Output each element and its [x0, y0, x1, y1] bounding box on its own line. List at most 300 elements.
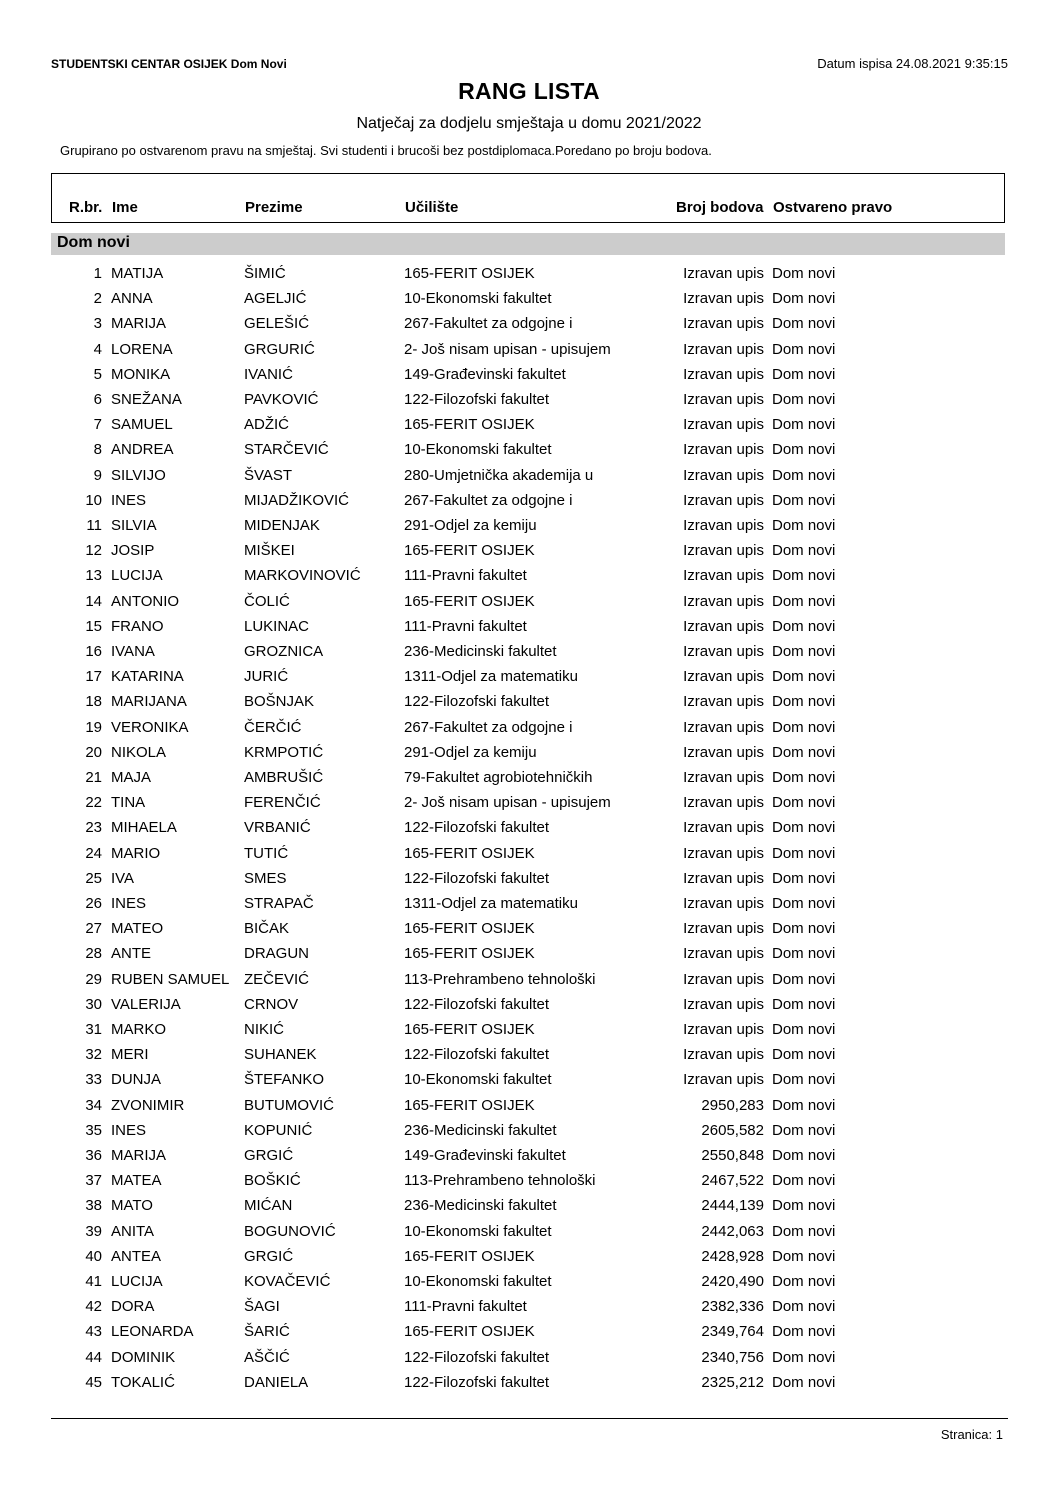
- table-row: [0, 943, 1058, 965]
- cell-last-name: ŠIMIĆ: [244, 265, 286, 282]
- cell-right: Dom novi: [772, 466, 836, 484]
- cell-institution: 267-Fakultet za odgojne i: [404, 315, 573, 333]
- cell-first-name: JOSIP: [111, 542, 155, 560]
- cell-right: Dom novi: [772, 693, 836, 711]
- cell-points: 2605,582: [701, 1121, 764, 1139]
- cell-last-name: ŠARIĆ: [244, 1323, 290, 1341]
- cell-last-name: BUTUMOVIĆ: [244, 1096, 334, 1114]
- cell-first-name: IVA: [111, 869, 135, 887]
- cell-row-number: 17: [85, 668, 102, 686]
- cell-points: 2467,522: [701, 1172, 764, 1190]
- cell-first-name: RUBEN SAMUEL: [111, 970, 230, 988]
- cell-institution: 113-Prehrambeno tehnološki: [404, 1172, 596, 1190]
- cell-right: Dom novi: [772, 995, 836, 1013]
- cell-institution: 10-Ekonomski fakultet: [404, 1222, 552, 1240]
- cell-row-number: 45: [85, 1373, 102, 1391]
- table-row: [0, 666, 1058, 688]
- cell-right: Dom novi: [772, 643, 836, 660]
- table-row: [0, 767, 1058, 789]
- cell-first-name: KATARINA: [111, 668, 184, 686]
- cell-points: Izravan upis: [683, 542, 764, 560]
- cell-last-name: ŠAGI: [244, 1298, 280, 1316]
- cell-right: Dom novi: [772, 542, 836, 560]
- table-row: [0, 616, 1058, 638]
- cell-last-name: ČOLIĆ: [244, 592, 290, 610]
- cell-row-number: 26: [85, 895, 102, 912]
- cell-points: Izravan upis: [683, 290, 764, 308]
- cell-points: Izravan upis: [683, 693, 764, 711]
- cell-last-name: GRGIĆ: [244, 1147, 294, 1164]
- cell-first-name: ANITA: [111, 1222, 155, 1240]
- page-title: RANG LISTA: [458, 78, 600, 104]
- cell-row-number: 22: [85, 794, 102, 812]
- cell-first-name: TINA: [111, 794, 146, 812]
- cell-row-number: 18: [85, 693, 102, 711]
- cell-last-name: BOŠNJAK: [244, 693, 315, 711]
- table-row: [0, 1321, 1058, 1343]
- cell-row-number: 4: [93, 340, 102, 358]
- cell-first-name: ANTE: [111, 945, 152, 963]
- cell-points: Izravan upis: [683, 466, 764, 484]
- cell-points: Izravan upis: [683, 895, 764, 912]
- cell-first-name: SAMUEL: [111, 416, 173, 434]
- cell-first-name: ANTEA: [111, 1247, 162, 1265]
- cell-institution: 10-Ekonomski fakultet: [404, 1273, 552, 1290]
- cell-points: Izravan upis: [683, 1021, 764, 1038]
- col-prezime: Prezime: [245, 199, 303, 216]
- cell-points: Izravan upis: [683, 315, 764, 333]
- col-pravo: Ostvareno pravo: [773, 199, 893, 216]
- cell-institution: 236-Medicinski fakultet: [404, 643, 557, 660]
- table-row: [0, 1195, 1058, 1217]
- cell-first-name: MERI: [111, 1046, 149, 1064]
- cell-right: Dom novi: [772, 1172, 836, 1190]
- cell-institution: 79-Fakultet agrobiotehničkih: [404, 769, 593, 786]
- cell-points: Izravan upis: [683, 668, 764, 686]
- cell-right: Dom novi: [772, 491, 836, 509]
- cell-row-number: 3: [93, 315, 102, 333]
- cell-right: Dom novi: [772, 1121, 836, 1139]
- cell-points: Izravan upis: [683, 945, 764, 963]
- cell-last-name: DRAGUN: [244, 945, 310, 963]
- table-row: [0, 717, 1058, 739]
- cell-first-name: ANNA: [111, 290, 153, 308]
- cell-last-name: ZEČEVIĆ: [244, 970, 310, 988]
- grouping-note: Grupirano po ostvarenom pravu na smještaj. Svi studenti i brucoši bez postdiplomaca.Poredano po broju bodova.: [60, 143, 712, 158]
- cell-institution: 122-Filozofski fakultet: [404, 995, 550, 1013]
- table-row: [0, 313, 1058, 335]
- cell-institution: 236-Medicinski fakultet: [404, 1197, 557, 1215]
- cell-institution: 10-Ekonomski fakultet: [404, 290, 552, 308]
- cell-institution: 122-Filozofski fakultet: [404, 1348, 550, 1366]
- cell-right: Dom novi: [772, 290, 836, 308]
- cell-row-number: 28: [85, 945, 102, 963]
- table-row: [0, 691, 1058, 713]
- cell-last-name: DANIELA: [244, 1373, 309, 1391]
- page-subtitle: Natječaj za dodjelu smještaja u domu 2021/2022: [356, 115, 702, 132]
- cell-points: 2950,283: [701, 1096, 764, 1114]
- cell-first-name: SILVIJO: [111, 466, 166, 484]
- cell-right: Dom novi: [772, 1147, 836, 1164]
- table-row: [0, 742, 1058, 764]
- cell-institution: 165-FERIT OSIJEK: [404, 592, 535, 610]
- cell-points: Izravan upis: [683, 920, 764, 938]
- cell-right: Dom novi: [772, 1046, 836, 1064]
- cell-last-name: GRGURIĆ: [244, 340, 315, 358]
- cell-first-name: LUCIJA: [111, 567, 163, 585]
- cell-points: Izravan upis: [683, 743, 764, 761]
- organization-name: STUDENTSKI CENTAR OSIJEK Dom Novi: [51, 57, 287, 71]
- cell-institution: 122-Filozofski fakultet: [404, 693, 550, 711]
- table-row: [0, 868, 1058, 890]
- table-row: [0, 969, 1058, 991]
- cell-first-name: MATEA: [111, 1172, 162, 1190]
- cell-row-number: 12: [85, 542, 102, 560]
- col-bodovi: Broj bodova: [676, 199, 764, 216]
- cell-institution: 267-Fakultet za odgojne i: [404, 491, 573, 509]
- cell-right: Dom novi: [772, 1323, 836, 1341]
- cell-right: Dom novi: [772, 416, 836, 434]
- cell-last-name: MIDENJAK: [244, 517, 320, 534]
- cell-institution: 165-FERIT OSIJEK: [404, 1096, 535, 1114]
- cell-first-name: MATIJA: [111, 265, 164, 282]
- cell-last-name: KRMPOTIĆ: [244, 743, 324, 761]
- cell-last-name: MIĆAN: [244, 1197, 293, 1215]
- cell-last-name: CRNOV: [244, 995, 299, 1013]
- cell-points: Izravan upis: [683, 617, 764, 635]
- table-row: [0, 893, 1058, 915]
- cell-points: 2550,848: [701, 1147, 764, 1164]
- cell-right: Dom novi: [772, 869, 836, 887]
- cell-institution: 149-Građevinski fakultet: [404, 365, 566, 383]
- cell-row-number: 40: [85, 1247, 102, 1265]
- cell-points: Izravan upis: [683, 794, 764, 812]
- cell-last-name: SUHANEK: [244, 1046, 317, 1064]
- table-row: [0, 1221, 1058, 1243]
- cell-institution: 122-Filozofski fakultet: [404, 1373, 550, 1391]
- cell-first-name: SILVIA: [111, 517, 157, 534]
- cell-points: Izravan upis: [683, 995, 764, 1013]
- cell-last-name: SMES: [244, 869, 287, 887]
- cell-institution: 1311-Odjel za matematiku: [404, 668, 578, 686]
- cell-points: 2420,490: [701, 1273, 764, 1290]
- cell-right: Dom novi: [772, 668, 836, 686]
- table-row: [0, 1296, 1058, 1318]
- table-row: [0, 918, 1058, 940]
- cell-institution: 122-Filozofski fakultet: [404, 869, 550, 887]
- cell-right: Dom novi: [772, 1348, 836, 1366]
- cell-points: Izravan upis: [683, 340, 764, 358]
- cell-first-name: ZVONIMIR: [111, 1096, 185, 1114]
- cell-right: Dom novi: [772, 391, 836, 408]
- cell-right: Dom novi: [772, 1222, 836, 1240]
- cell-right: Dom novi: [772, 315, 836, 333]
- cell-points: Izravan upis: [683, 391, 764, 408]
- cell-row-number: 8: [93, 441, 102, 459]
- cell-points: 2349,764: [701, 1323, 764, 1341]
- cell-institution: 165-FERIT OSIJEK: [404, 1021, 535, 1038]
- cell-institution: 2- Još nisam upisan - upisujem: [404, 794, 611, 812]
- cell-institution: 165-FERIT OSIJEK: [404, 1247, 535, 1265]
- cell-points: 2340,756: [701, 1348, 764, 1366]
- table-row: [0, 288, 1058, 310]
- cell-first-name: FRANO: [111, 617, 164, 635]
- cell-last-name: MIJADŽIKOVIĆ: [244, 491, 350, 509]
- table-row: [0, 994, 1058, 1016]
- cell-last-name: NIKIĆ: [244, 1021, 285, 1038]
- cell-row-number: 32: [85, 1046, 102, 1064]
- cell-row-number: 15: [85, 617, 102, 635]
- cell-row-number: 44: [85, 1348, 102, 1366]
- cell-row-number: 34: [85, 1096, 102, 1114]
- cell-first-name: MATEO: [111, 920, 164, 938]
- table-row: [0, 1347, 1058, 1369]
- cell-right: Dom novi: [772, 1273, 836, 1290]
- cell-first-name: ANTONIO: [111, 592, 180, 610]
- cell-points: Izravan upis: [683, 491, 764, 509]
- table-row: [0, 1095, 1058, 1117]
- table-row: [0, 1246, 1058, 1268]
- cell-institution: 122-Filozofski fakultet: [404, 391, 550, 408]
- cell-institution: 165-FERIT OSIJEK: [404, 416, 535, 434]
- cell-last-name: KOPUNIĆ: [244, 1121, 313, 1139]
- cell-first-name: DOMINIK: [111, 1348, 176, 1366]
- cell-row-number: 7: [93, 416, 102, 434]
- cell-right: Dom novi: [772, 365, 836, 383]
- cell-right: Dom novi: [772, 970, 836, 988]
- cell-last-name: AGELJIĆ: [244, 290, 307, 308]
- table-row: [0, 1372, 1058, 1394]
- group-label: Dom novi: [57, 234, 130, 251]
- cell-right: Dom novi: [772, 945, 836, 963]
- cell-institution: 10-Ekonomski fakultet: [404, 441, 552, 459]
- cell-institution: 111-Pravni fakultet: [404, 567, 527, 585]
- cell-points: Izravan upis: [683, 1071, 764, 1089]
- cell-right: Dom novi: [772, 1021, 836, 1038]
- cell-last-name: TUTIĆ: [244, 844, 289, 862]
- cell-right: Dom novi: [772, 819, 836, 837]
- cell-first-name: MIHAELA: [111, 819, 177, 837]
- cell-row-number: 39: [85, 1222, 102, 1240]
- cell-last-name: STRAPAČ: [244, 895, 314, 912]
- cell-institution: 291-Odjel za kemiju: [404, 517, 537, 534]
- cell-right: Dom novi: [772, 1373, 836, 1391]
- cell-row-number: 5: [93, 365, 102, 383]
- table-row: [0, 1170, 1058, 1192]
- table-row: [0, 364, 1058, 386]
- cell-right: Dom novi: [772, 567, 836, 585]
- cell-points: Izravan upis: [683, 592, 764, 610]
- cell-institution: 111-Pravni fakultet: [404, 1298, 527, 1316]
- cell-institution: 149-Građevinski fakultet: [404, 1147, 566, 1164]
- cell-right: Dom novi: [772, 743, 836, 761]
- cell-row-number: 2: [93, 290, 102, 308]
- cell-right: Dom novi: [772, 617, 836, 635]
- cell-first-name: TOKALIĆ: [111, 1373, 175, 1391]
- table-row: [0, 641, 1058, 663]
- cell-institution: 122-Filozofski fakultet: [404, 819, 550, 837]
- cell-row-number: 38: [85, 1197, 102, 1215]
- table-row: [0, 1069, 1058, 1091]
- cell-first-name: INES: [111, 895, 147, 912]
- cell-institution: 267-Fakultet za odgojne i: [404, 718, 573, 736]
- cell-right: Dom novi: [772, 794, 836, 812]
- cell-institution: 111-Pravni fakultet: [404, 617, 527, 635]
- cell-first-name: MARKO: [111, 1021, 167, 1038]
- cell-institution: 165-FERIT OSIJEK: [404, 542, 535, 560]
- cell-last-name: IVANIĆ: [244, 365, 293, 383]
- cell-first-name: SNEŽANA: [111, 391, 182, 408]
- print-date: Datum ispisa 24.08.2021 9:35:15: [817, 56, 1008, 71]
- cell-row-number: 24: [85, 844, 102, 862]
- cell-first-name: MARIJA: [111, 1147, 167, 1164]
- cell-points: Izravan upis: [683, 869, 764, 887]
- cell-right: Dom novi: [772, 441, 836, 459]
- cell-institution: 291-Odjel za kemiju: [404, 743, 537, 761]
- cell-row-number: 16: [85, 643, 102, 660]
- cell-right: Dom novi: [772, 1247, 836, 1265]
- cell-right: Dom novi: [772, 769, 836, 786]
- cell-points: 2444,139: [701, 1197, 764, 1215]
- footer-divider: [51, 1418, 1008, 1419]
- cell-last-name: MARKOVINOVIĆ: [244, 567, 361, 585]
- cell-row-number: 10: [85, 491, 102, 509]
- cell-institution: 165-FERIT OSIJEK: [404, 945, 535, 963]
- table-row: [0, 1044, 1058, 1066]
- table-row: [0, 1019, 1058, 1041]
- cell-last-name: ČERČIĆ: [244, 718, 302, 736]
- table-row: [0, 843, 1058, 865]
- cell-last-name: BIČAK: [244, 920, 290, 938]
- cell-points: Izravan upis: [683, 970, 764, 988]
- cell-row-number: 13: [85, 567, 102, 585]
- cell-points: Izravan upis: [683, 1046, 764, 1064]
- col-rbr: R.br.: [69, 199, 103, 216]
- cell-last-name: LUKINAC: [244, 617, 310, 635]
- cell-row-number: 21: [85, 769, 102, 786]
- cell-institution: 2- Još nisam upisan - upisujem: [404, 340, 611, 358]
- table-row: [0, 817, 1058, 839]
- table-row: [0, 414, 1058, 436]
- page-number: Stranica: 1: [940, 1427, 1003, 1442]
- cell-first-name: ANDREA: [111, 441, 174, 459]
- table-row: [0, 1271, 1058, 1293]
- cell-last-name: PAVKOVIĆ: [244, 391, 319, 408]
- cell-row-number: 27: [85, 920, 102, 938]
- cell-row-number: 1: [93, 265, 102, 282]
- table-row: [0, 515, 1058, 537]
- cell-last-name: AMBRUŠIĆ: [244, 769, 324, 786]
- cell-points: 2382,336: [701, 1298, 764, 1316]
- table-row: [0, 792, 1058, 814]
- cell-row-number: 30: [85, 995, 102, 1013]
- cell-points: 2428,928: [701, 1247, 764, 1265]
- cell-first-name: INES: [111, 1121, 147, 1139]
- cell-institution: 165-FERIT OSIJEK: [404, 920, 535, 938]
- table-row: [0, 465, 1058, 487]
- cell-first-name: MATO: [111, 1197, 153, 1215]
- table-row: [0, 490, 1058, 512]
- cell-right: Dom novi: [772, 592, 836, 610]
- cell-right: Dom novi: [772, 844, 836, 862]
- cell-first-name: IVANA: [111, 643, 155, 660]
- col-uciliste: Učilište: [405, 199, 459, 216]
- cell-first-name: NIKOLA: [111, 743, 167, 761]
- cell-first-name: MARIJA: [111, 315, 167, 333]
- cell-points: 2325,212: [701, 1373, 764, 1391]
- cell-points: Izravan upis: [683, 265, 764, 282]
- cell-first-name: MAJA: [111, 769, 152, 786]
- cell-points: Izravan upis: [683, 718, 764, 736]
- cell-row-number: 14: [85, 592, 102, 610]
- cell-institution: 165-FERIT OSIJEK: [404, 1323, 535, 1341]
- cell-right: Dom novi: [772, 265, 836, 282]
- cell-row-number: 9: [93, 466, 102, 484]
- cell-institution: 236-Medicinski fakultet: [404, 1121, 557, 1139]
- cell-right: Dom novi: [772, 920, 836, 938]
- cell-row-number: 42: [85, 1298, 102, 1316]
- cell-right: Dom novi: [772, 718, 836, 736]
- cell-last-name: STARČEVIĆ: [244, 441, 329, 459]
- cell-last-name: ŠTEFANKO: [244, 1071, 325, 1089]
- cell-institution: 1311-Odjel za matematiku: [404, 895, 578, 912]
- cell-last-name: GRGIĆ: [244, 1247, 294, 1265]
- cell-row-number: 33: [85, 1071, 102, 1089]
- cell-institution: 10-Ekonomski fakultet: [404, 1071, 552, 1089]
- cell-last-name: VRBANIĆ: [244, 819, 311, 837]
- cell-first-name: DORA: [111, 1298, 155, 1316]
- table-row: [0, 1120, 1058, 1142]
- cell-last-name: BOŠKIĆ: [244, 1172, 301, 1190]
- cell-first-name: MONIKA: [111, 365, 171, 383]
- cell-row-number: 23: [85, 819, 102, 837]
- col-ime: Ime: [112, 199, 138, 216]
- cell-first-name: INES: [111, 491, 147, 509]
- cell-first-name: VALERIJA: [111, 995, 181, 1013]
- cell-last-name: FERENČIĆ: [244, 794, 321, 812]
- table-row: [0, 540, 1058, 562]
- cell-row-number: 25: [85, 869, 102, 887]
- cell-row-number: 29: [85, 970, 102, 988]
- cell-right: Dom novi: [772, 1096, 836, 1114]
- table-row: [0, 1145, 1058, 1167]
- table-row: [0, 565, 1058, 587]
- cell-last-name: GROZNICA: [244, 643, 324, 660]
- cell-row-number: 36: [85, 1147, 102, 1164]
- cell-institution: 165-FERIT OSIJEK: [404, 844, 535, 862]
- cell-last-name: ADŽIĆ: [244, 416, 289, 434]
- cell-points: Izravan upis: [683, 844, 764, 862]
- cell-last-name: KOVAČEVIĆ: [244, 1273, 331, 1290]
- cell-last-name: BOGUNOVIĆ: [244, 1222, 336, 1240]
- table-row: [0, 389, 1058, 411]
- table-row: [0, 339, 1058, 361]
- cell-first-name: VERONIKA: [111, 718, 189, 736]
- cell-first-name: LORENA: [111, 340, 173, 358]
- cell-right: Dom novi: [772, 517, 836, 534]
- cell-right: Dom novi: [772, 1071, 836, 1089]
- cell-row-number: 35: [85, 1121, 102, 1139]
- cell-first-name: LUCIJA: [111, 1273, 163, 1290]
- cell-row-number: 43: [85, 1323, 102, 1341]
- cell-last-name: ŠVAST: [244, 466, 293, 484]
- cell-first-name: MARIJANA: [111, 693, 187, 711]
- cell-institution: 165-FERIT OSIJEK: [404, 265, 535, 282]
- cell-points: Izravan upis: [683, 643, 764, 660]
- cell-last-name: GELEŠIĆ: [244, 315, 310, 333]
- cell-points: Izravan upis: [683, 769, 764, 786]
- cell-points: 2442,063: [701, 1222, 764, 1240]
